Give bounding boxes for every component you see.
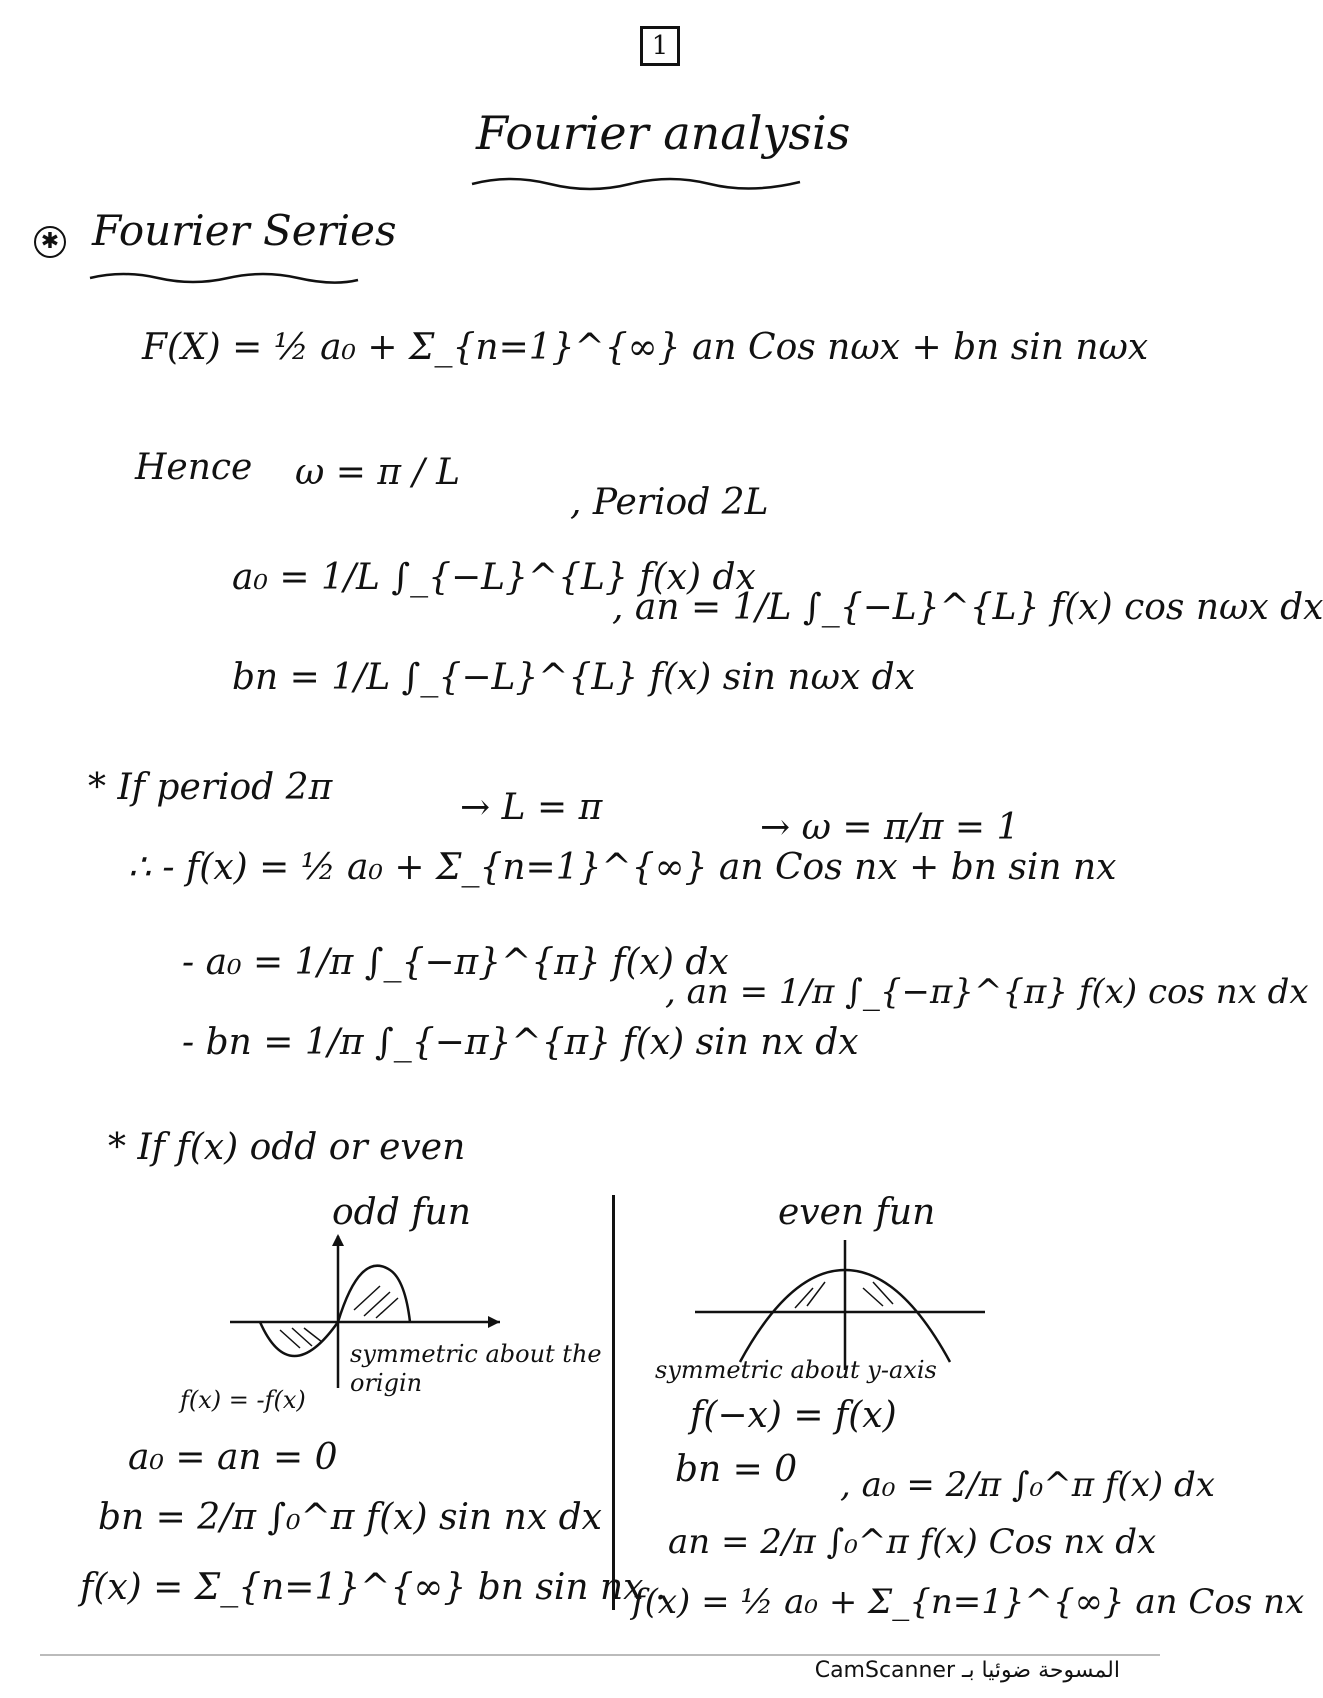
period-label: , Period 2L: [570, 482, 769, 523]
odd-even-heading: * If f(x) odd or even: [108, 1127, 466, 1168]
omega-formula: ω = π / L: [295, 452, 460, 493]
even-fun-title: even fun: [778, 1192, 936, 1233]
even-series-formula: f(x) = ½ a₀ + Σ_{n=1}^{∞} an Cos nx: [632, 1582, 1305, 1622]
odd-series-formula: f(x) = Σ_{n=1}^{∞} bn sin nx .: [80, 1567, 667, 1608]
period-2pi-a0: - a₀ = 1/π ∫_{−π}^{π} f(x) dx: [182, 942, 729, 983]
title-underline: [470, 172, 810, 192]
odd-fun-title: odd fun: [332, 1192, 471, 1233]
section-underline: [88, 268, 368, 288]
even-function-graph: [695, 1230, 995, 1370]
hence-label: Hence: [135, 447, 253, 488]
bn-formula: bn = 1/L ∫_{−L}^{L} f(x) sin nωx dx: [232, 657, 916, 698]
omega-equals-one: → ω = π/π = 1: [760, 807, 1020, 848]
even-relation: f(−x) = f(x): [690, 1395, 897, 1436]
an-formula: , an = 1/L ∫_{−L}^{L} f(x) cos nωx dx: [612, 587, 1323, 628]
bullet-icon: ✱: [34, 226, 66, 258]
odd-coefficients-zero: a₀ = an = 0: [128, 1437, 338, 1478]
even-bn-zero: bn = 0: [675, 1449, 798, 1490]
period-2pi-bn: - bn = 1/π ∫_{−π}^{π} f(x) sin nx dx: [182, 1022, 859, 1063]
even-a0-formula: , a₀ = 2/π ∫₀^π f(x) dx: [840, 1465, 1215, 1505]
page-title: Fourier analysis: [476, 106, 851, 160]
period-2pi-heading: * If period 2π: [88, 767, 333, 808]
page-number: 1: [640, 26, 680, 66]
footer-line: [40, 1654, 1160, 1656]
even-symmetry-label: symmetric about y-axis: [655, 1356, 937, 1384]
column-divider: [612, 1195, 615, 1610]
section-title: Fourier Series: [92, 206, 397, 255]
odd-symmetry-label: symmetric about the origin: [350, 1340, 602, 1397]
period-2pi-series: ∴ - f(x) = ½ a₀ + Σ_{n=1}^{∞} an Cos nx + bn sin nx: [128, 847, 1117, 888]
l-equals-pi: → L = π: [460, 787, 603, 828]
period-2pi-an: , an = 1/π ∫_{−π}^{π} f(x) cos nx dx: [665, 972, 1309, 1012]
odd-bn-formula: bn = 2/π ∫₀^π f(x) sin nx dx: [98, 1497, 602, 1538]
scanner-watermark: CamScanner المسوحة ضوئيا بـ: [814, 1658, 1120, 1683]
a0-formula: a₀ = 1/L ∫_{−L}^{L} f(x) dx: [232, 557, 756, 598]
odd-relation: f(x) = -f(x): [180, 1386, 306, 1414]
even-an-formula: an = 2/π ∫₀^π f(x) Cos nx dx: [668, 1522, 1157, 1562]
general-series-formula: F(X) = ½ a₀ + Σ_{n=1}^{∞} an Cos nωx + bn sin nωx: [142, 327, 1149, 368]
